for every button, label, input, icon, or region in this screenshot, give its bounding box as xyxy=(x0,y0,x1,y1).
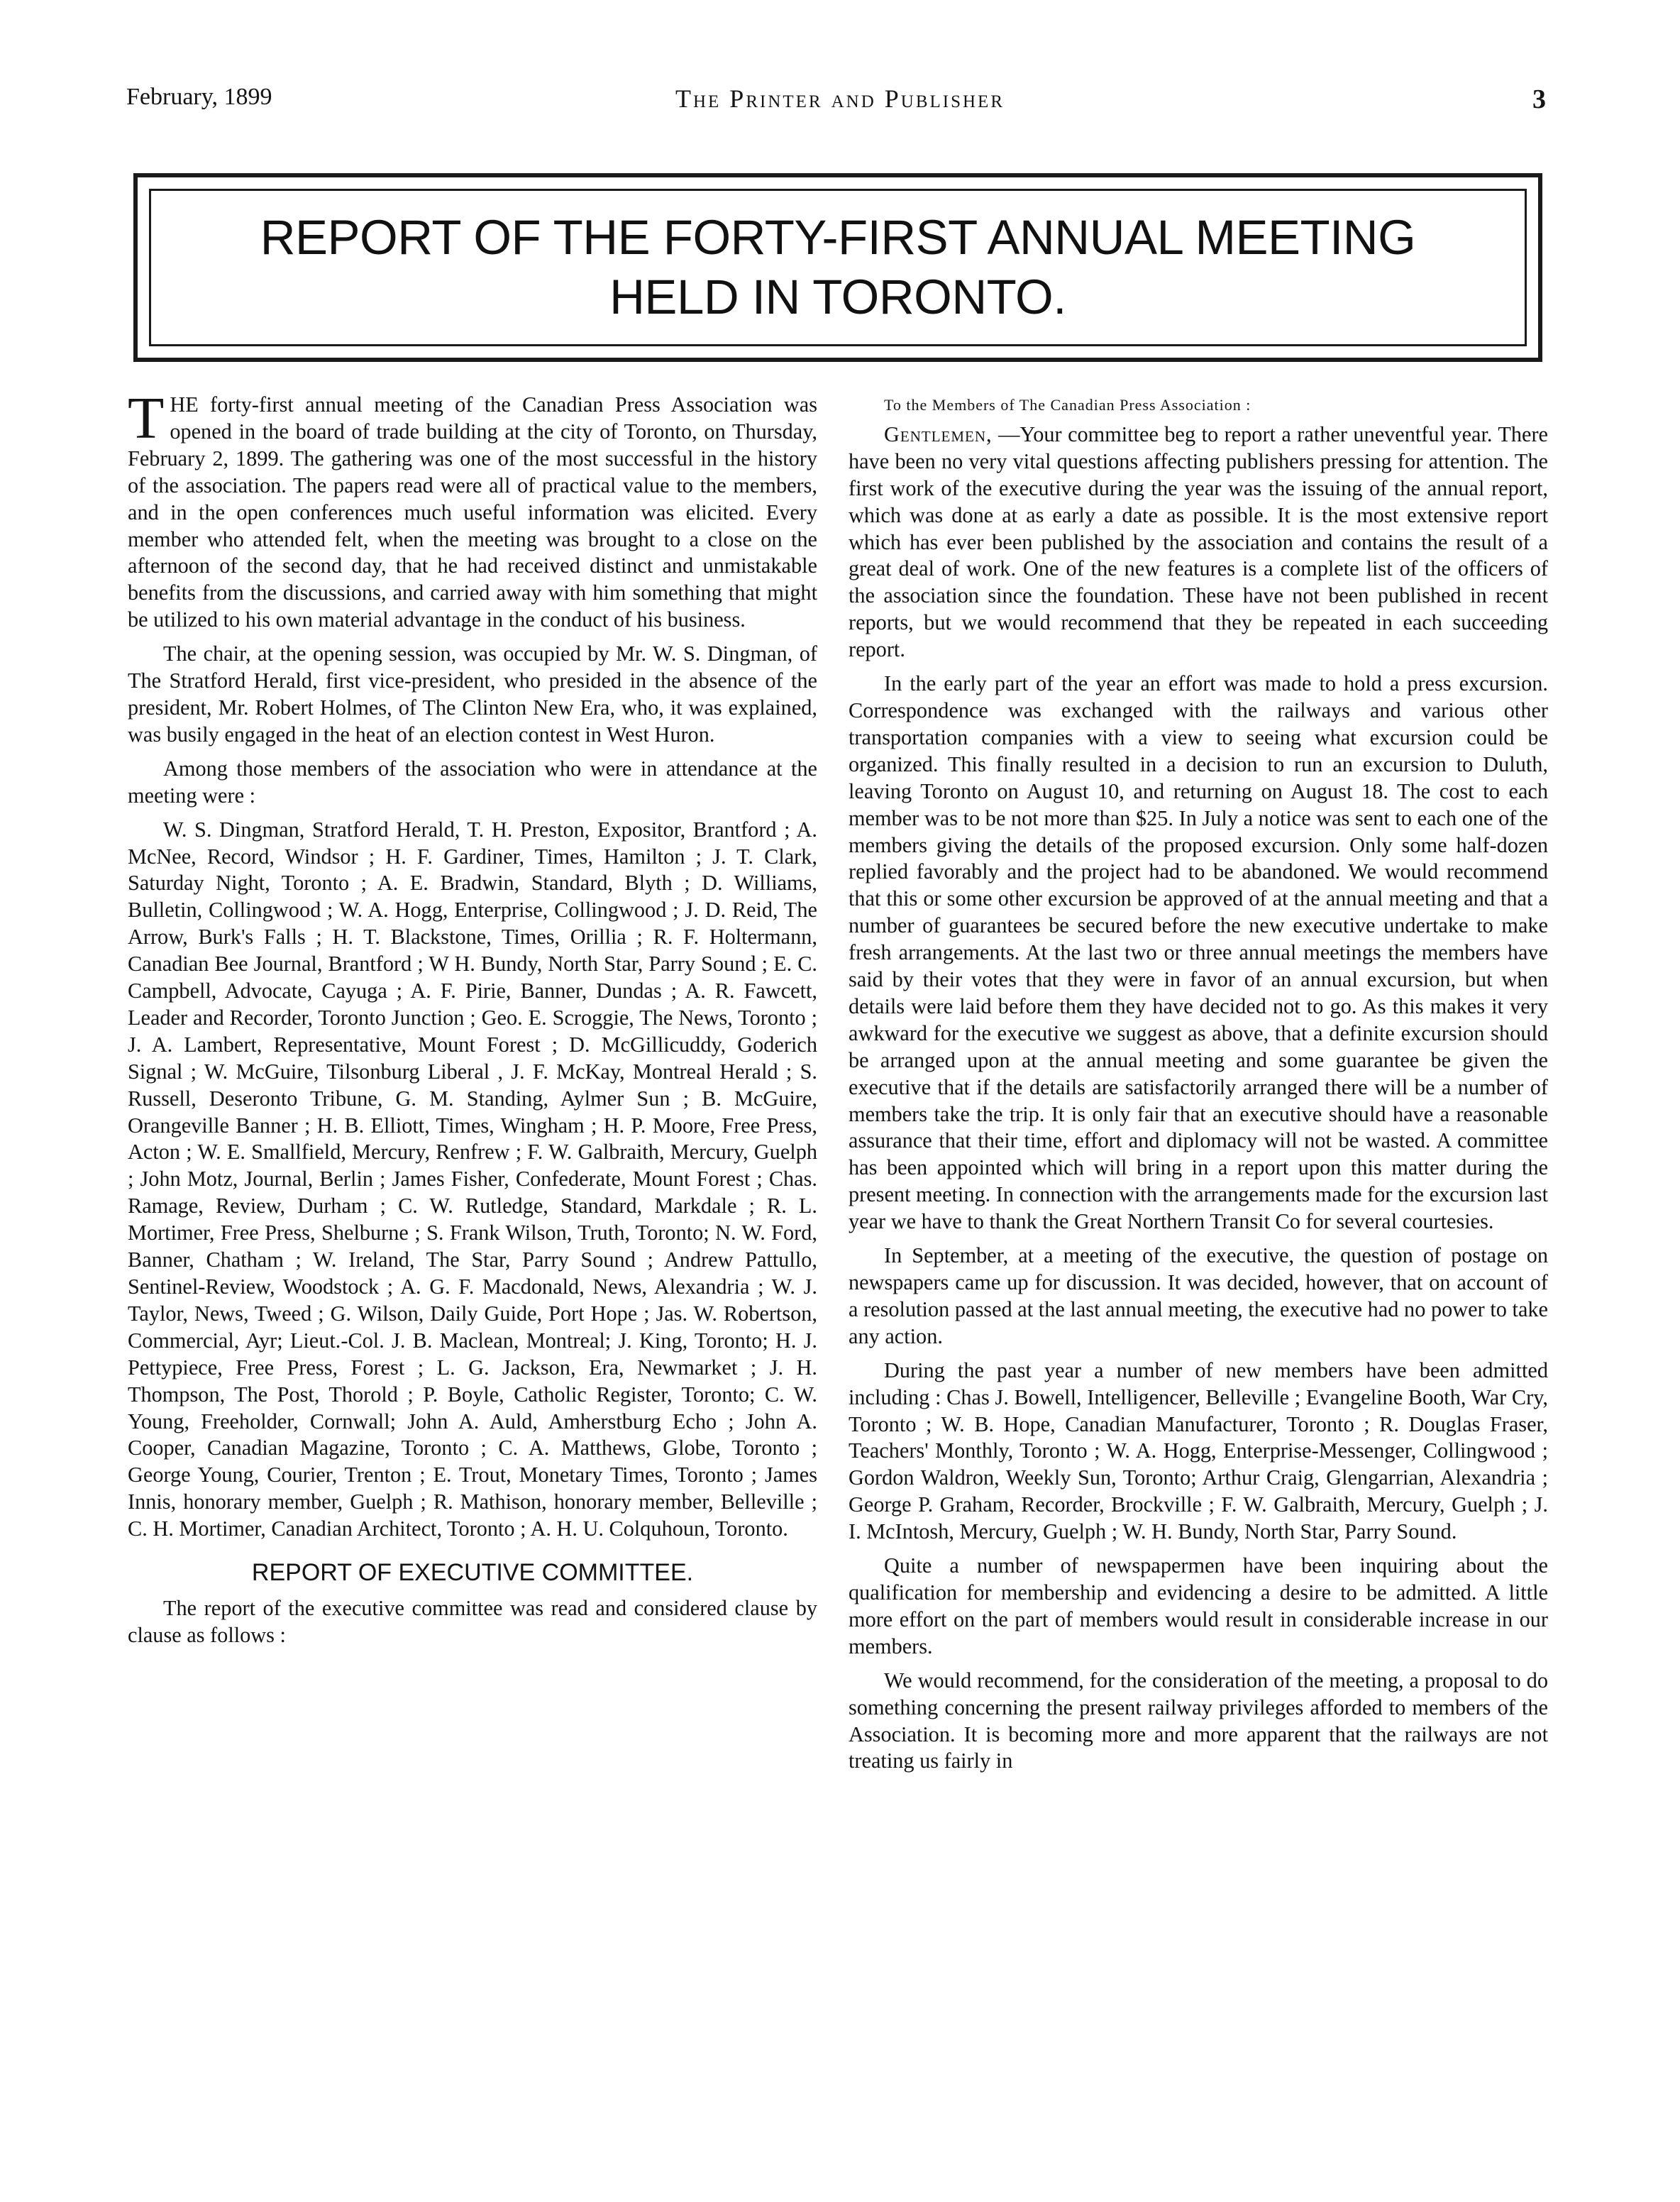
section-heading-executive-report: REPORT OF EXECUTIVE COMMITTEE. xyxy=(251,1559,694,1587)
excursion-paragraph: In the early part of the year an effort was made to hold a press excursion. Correspondence was exchanged with the railways and various other transportation companies with a view to seeing what excursion could be organized. This finally resulted in a decision to run an excursion to Duluth, leaving Toronto on August 10, and returning on August 18. The cost to each member was to be not more than $25. In July a notice was sent to each one of the members giving the details of the proposed excursion. Only some half-dozen replied favorably and the project had to be abandoned. We would recommend that this or some other excursion be approved of at the annual meeting and that a number of guarantees be secured before the new executive undertake to make fresh arrangements. At the last two or three annual meetings the members have said by their votes that they were in favor of an annual excursion, but when details were laid before them they have decided not to go. As this makes it very awkward for the executive we suggest as above, that a definite excursion should be arranged upon at the annual meeting and some guarantee be given the executive that if the details are satisfactorily arranged there will be a number of members take the trip. It is only fair that an executive should have a reasonable assurance that their time, effort and diplomacy will not be wasted. A committee has been appointed which will bring in a report upon this matter during the present meeting. In connection with the arrangements made for the excursion last year we have to thank the Great Northern Transit Co for several courtesies. xyxy=(849,671,1548,1234)
membership-inquiries-paragraph: Quite a number of newspapermen have been inquiring about the qualification for membership and evidencing a desire to be admitted. A little more effort on the part of members would result in considerable increase in our members. xyxy=(849,1553,1548,1658)
intro-paragraph xyxy=(128,392,817,634)
article-title-line-2: HELD IN TORONTO. xyxy=(609,270,1066,324)
publication-title: The Printer and Publisher xyxy=(675,84,1005,113)
right-column xyxy=(849,392,1548,2145)
article-title-line-1: REPORT OF THE FORTY-FIRST ANNUAL MEETING xyxy=(260,210,1416,265)
greeting: Gentlemen, xyxy=(884,422,993,446)
salutation: To the Members of The Canadian Press Association : xyxy=(884,396,1251,414)
attendees-list: W. S. Dingman, Stratford Herald, T. H. Preston, Expositor, Brantford ; A. McNee, Record, Windsor ; H. F. Gardiner, Times, Hamilton ; J. T. Clark, Saturday Night, Toronto ; A. E. Bradwin, Standard, Blyth ; D. Williams, Bulletin, Collingwood ; W. A. Hogg, Enterprise, Collingwood ; J. D. Reid, The Arrow, Burk's Falls ; H. T. Blackstone, Times, Orillia ; R. F. Holtermann, Canadian Bee Journal, Brantford ; W H. Bundy, North Star, Parry Sound ; E. C. Campbell, Advocate, Cayuga ; A. F. Pirie, Banner, Dundas ; A. R. Fawcett, Leader and Recorder, Toronto Junction ; Geo. E. Scroggie, The News, Toronto ; J. A. Lambert, Representative, Mount Forest ; D. McGillicuddy, Goderich Signal ; W. McGuire, Tilsonburg Liberal , J. F. McKay, Montreal Herald ; S. Russell, Deseronto Tribune, G. M. Standing, Aylmer Sun ; B. McGuire, Orangeville Banner ; H. B. Elliott, Times, Wingham ; H. P. Moore, Free Press, Acton ; W. E. Smallfield, Mercury, Renfrew ; F. W. Galbraith, Mercury, Guelph ; John Motz, Journal, Berlin ; James Fisher, Confederate, Mount Forest ; Chas. Ramage, Review, Durham ; C. W. Rutledge, Standard, Markdale ; R. L. Mortimer, Free Press, Shelburne ; S. Frank Wilson, Truth, Toronto; N. W. Ford, Banner, Chatham ; W. Ireland, The Star, Parry Sound ; Andrew Pattullo, Sentinel-Review, Woodstock ; A. G. F. Macdonald, News, Alexandria ; W. J. Taylor, News, Tweed ; G. Wilson, Daily Guide, Port Hope ; Jas. W. Robertson, Commercial, Ayr; Lieut.-Col. J. B. Maclean, Montreal; J. King, Toronto; H. J. Pettypiece, Free Press, Forest ; L. G. Jackson, Era, Newmarket ; J. H. Thompson, The Post, Thorold ; P. Boyle, Catholic Register, Toronto; C. W. Young, Freeholder, Cornwall; John A. Auld, Amherstburg Echo ; John A. Cooper, Canadian Magazine, Toronto ; C. A. Matthews, Globe, Toronto ; George Young, Courier, Trenton ; E. Trout, Monetary Times, Toronto ; James Innis, honorary member, Guelph ; R. Mathison, honorary member, Belleville ; C. H. Mortimer, Canadian Architect, Toronto ; A. H. U. Colquhoun, Toronto. xyxy=(128,817,817,1541)
page-number: 3 xyxy=(1532,84,1546,114)
chair-paragraph: The chair, at the opening session, was occupied by Mr. W. S. Dingman, of The Stratford Herald, first vice-president, who presided in the absence of the president, Mr. Robert Holmes, of The Clinton New Era, who, it was explained, was busily engaged in the heat of an election contest in West Huron. xyxy=(128,642,817,747)
attendance-intro-paragraph: Among those members of the association who were in attendance at the meeting were : xyxy=(128,756,817,808)
intro-paragraph-text: HE forty-first annual meeting of the Canadian Press Association was opened in the board of trade building at the city of Toronto, on Thursday, February 2, 1899. The gathering was one of the most successful in the history of the association. The papers read were all of practical value to the members, and in the open conferences much useful information was elicited. Every member who attended felt, when the meeting was brought to a close on the afternoon of the second day, that he had received distinct and unmistakable benefits from the discussions, and carried away with him something that might be utilized to his own material advantage in the conduct of his business. xyxy=(128,392,817,632)
committee-report-paragraph xyxy=(849,422,1548,664)
article-title-box xyxy=(133,173,1542,362)
article-title-inner-border xyxy=(149,189,1527,346)
left-column xyxy=(128,392,817,2145)
drop-cap: T xyxy=(128,392,165,451)
railway-privileges-paragraph: We would recommend, for the consideration of the meeting, a proposal to do something concerning the present railway privileges afforded to members of the Association. It is becoming more and more apparent that the railways are not treating us fairly in xyxy=(849,1668,1548,1773)
running-header xyxy=(0,84,1680,126)
issue-date: February, 1899 xyxy=(126,84,272,110)
postage-paragraph: In September, at a meeting of the executive, the question of postage on newspapers came up for discussion. It was decided, however, that on account of a resolution passed at the last annual meeting, the executive had no power to take any action. xyxy=(849,1243,1548,1348)
report-intro-paragraph: The report of the executive committee was read and considered clause by clause as follows : xyxy=(128,1595,817,1647)
committee-report-text: —Your committee beg to report a rather uneventful year. There have been no very vital questions affecting publishers pressing for attention. The first work of the executive during the year was the issuing of the annual report, which was done at as early a date as possible. It is the most extensive report which has ever been published by the association and contains the result of a great deal of work. One of the new features is a complete list of the officers of the association since the foundation. These have not been published in recent reports, but we would recommend that they be repeated in each succeeding report. xyxy=(849,422,1548,662)
new-members-paragraph: During the past year a number of new members have been admitted including : Chas J. Bowell, Intelligencer, Belleville ; Evangeline Booth, War Cry, Toronto ; W. B. Hope, Canadian Manufacturer, Toronto ; R. Douglas Fraser, Teachers' Monthly, Toronto ; W. A. Hogg, Enterprise-Messenger, Collingwood ; Gordon Waldron, Weekly Sun, Toronto; Arthur Craig, Glengarrian, Alexandria ; George P. Graham, Recorder, Brockville ; F. W. Galbraith, Mercury, Guelph ; J. I. McIntosh, Mercury, Guelph ; W. H. Bundy, North Star, Parry Sound. xyxy=(849,1358,1548,1544)
